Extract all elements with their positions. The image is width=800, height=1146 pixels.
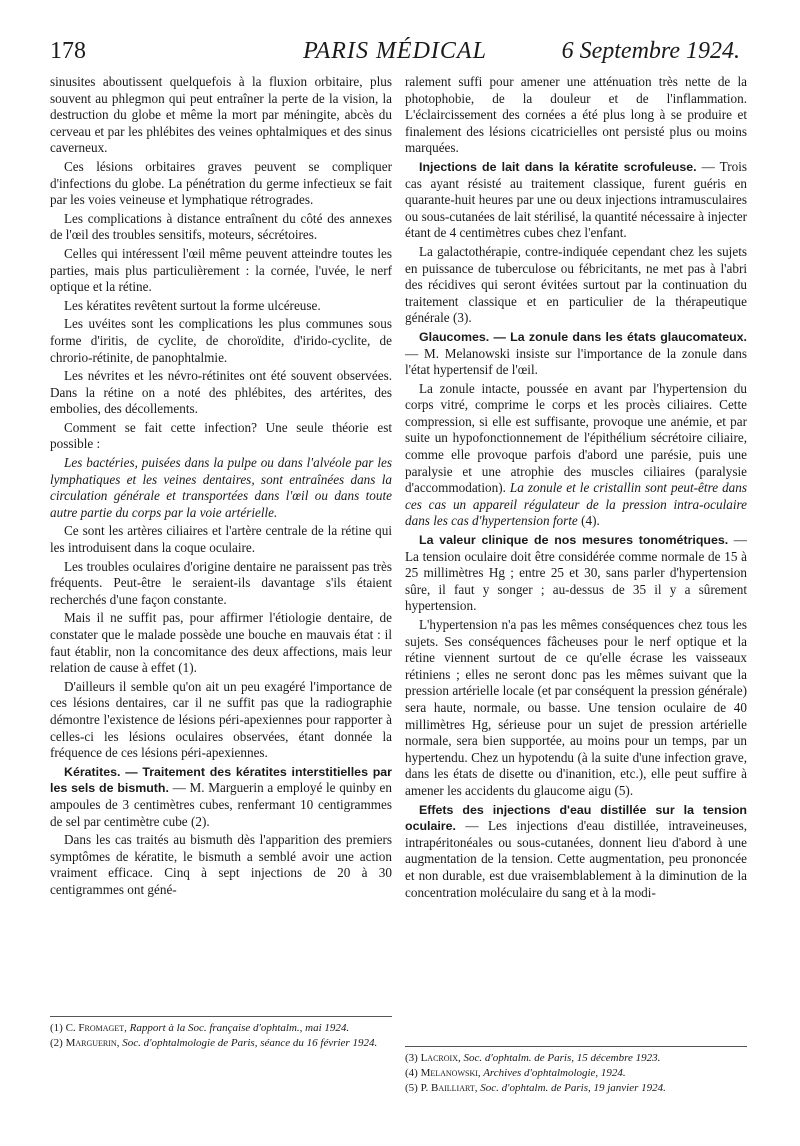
section-heading: Kératites. — Traitement des kératites interstitielles par les sels de bismuth. bbox=[50, 764, 392, 796]
section-body: — La tension oculaire doit être considérée comme normale de 15 à 25 millimètres Hg ; entre 25 et 30, sans parler d'hypertension sûre, il faut y songer ; au-dessus de 35 il y a sûrement hypertension. bbox=[405, 532, 747, 614]
section-paragraph bbox=[405, 159, 747, 242]
paragraph: Comment se fait cette infection? Une seule théorie est possible : bbox=[50, 419, 392, 452]
footnote bbox=[405, 1051, 747, 1066]
section-body: — M. Melanowski insiste sur l'importance de la zonule dans l'état hypertensif de l'œil. bbox=[405, 345, 747, 378]
paragraph: Les kératites revêtent surtout la forme ulcéreuse. bbox=[64, 297, 321, 313]
paragraph bbox=[405, 381, 747, 530]
paragraph: Dans les cas traités au bismuth dès l'apparition des premiers symptômes de kératite, le bismuth a semblé avoir une action vraiment efficace. Cinq à sept injections de 20 à 30 centigrammes ont géné- bbox=[50, 832, 392, 897]
footnote bbox=[405, 1066, 747, 1081]
footnote-text: Soc. d'ophtalm. de Paris, 15 décembre 1923. bbox=[460, 1052, 661, 1064]
footnote-author: Melanowski, bbox=[420, 1067, 481, 1079]
right-column bbox=[405, 74, 747, 999]
footnote-number: (2) bbox=[50, 1037, 63, 1049]
paragraph: Ces lésions orbitaires graves peuvent se compliquer d'infections du globe. La pénétration du germe infectieux se fait par les voies veineuse et lymphatique rétrogrades. bbox=[50, 158, 392, 208]
footnote-rule bbox=[50, 1016, 392, 1017]
footnote-author: C. Fromaget, bbox=[65, 1022, 127, 1034]
section-paragraph bbox=[50, 764, 392, 830]
paragraph-text: (4). bbox=[577, 513, 600, 529]
paragraph: Celles qui intéressent l'œil même peuvent atteindre toutes les parties, mais plus particulièrement : la cornée, l'uvée, le nerf optique et la rétine. bbox=[50, 245, 392, 295]
paragraph: Mais il ne suffit pas, pour affirmer l'étiologie dentaire, de constater que le malade possède une bouche en mauvais état : il faut établir, non la concomitance des deux affections, mais leur relation de cause à effet (1). bbox=[50, 610, 392, 676]
section-heading: La valeur clinique de nos mesures tonométriques. bbox=[419, 533, 729, 548]
footnote bbox=[50, 1021, 392, 1036]
section-body: — Trois cas ayant résisté au traitement classique, furent guéris en quarante-huit heures par une ou deux injections intramusculaires ou sous-cutanées de lait stérilisé, la quantité nécessaire à injecter étant de 4 centimètres cubes chez l'enfant. bbox=[405, 158, 747, 241]
section-heading: Injections de lait dans la kératite scrofuleuse. bbox=[419, 159, 697, 174]
footnote-number: (5) bbox=[405, 1082, 418, 1094]
section-body: — M. Marguerin a employé le quinby en ampoules de 3 centimètres cubes, renfermant 10 centigrammes de sel par centimètre cube (2). bbox=[50, 780, 392, 829]
journal-title: PARIS MÉDICAL bbox=[303, 38, 487, 64]
footnote-author: Marguerin, bbox=[65, 1037, 120, 1049]
footnote-number: (3) bbox=[405, 1052, 418, 1064]
footnote bbox=[50, 1036, 392, 1051]
left-column bbox=[50, 74, 392, 999]
section-paragraph bbox=[405, 802, 747, 902]
section-paragraph bbox=[405, 329, 747, 379]
paragraph: D'ailleurs il semble qu'on ait un peu exagéré l'importance de ces lésions dentaires, car il ne suffit pas que la radiographie démontre l'existence de lésions péri-apexiennes pour rapporter à celles-ci les lésions oculaires observées, étant donnée la fréquence de ces lésions péri-apexiennes. bbox=[50, 678, 392, 761]
footnote bbox=[405, 1081, 747, 1096]
italic-paragraph: Les bactéries, puisées dans la pulpe ou dans l'alvéole par les lymphatiques et les veines dentaires, sont entraînées dans la circulation générale et transportées dans l'œil ou dans toute autre partie du corps par la voie artérielle. bbox=[50, 455, 392, 520]
section-heading: Glaucomes. — La zonule dans les états glaucomateux. bbox=[419, 329, 747, 344]
page-number: 178 bbox=[50, 38, 86, 64]
footnote-text: Rapport à la Soc. française d'ophtalm., mai 1924. bbox=[126, 1022, 350, 1034]
footnote-author: Lacroix, bbox=[420, 1052, 461, 1064]
paragraph: sinusites aboutissent quelquefois à la fluxion orbitaire, plus souvent au phlegmon qui peut entraîner la perte de la vision, la destruction du globe et même la mort par méningite, abcès du cerveau et par les phlébites des veines ophtalmiques et des sinus caverneux. bbox=[50, 74, 392, 156]
section-paragraph bbox=[405, 532, 747, 615]
page-header bbox=[50, 36, 740, 76]
issue-date: 6 Septembre 1924. bbox=[561, 38, 740, 64]
footnote-text: Soc. d'ophtalmologie de Paris, séance du 16 février 1924. bbox=[119, 1037, 378, 1049]
paragraph: L'hypertension n'a pas les mêmes conséquences chez tous les sujets. Ses conséquences fâcheuses pour le nerf optique et la rétine viennent surtout de ce qu'elle écrase les vaisseaux rétiniens ; elles ne seront donc pas les mêmes suivant que la pression artérielle locale (et par conséquent la pression générale) sera haute, normale, ou basse. Une tension oculaire de 40 millimètres Hg, sérieuse pour un sujet de pression artérielle normale, sera bien supportée, au moins pour un temps, par un hypertendu. Chez un hypotendu (à la suite d'une infection grave, dans les états de disette ou d'inanition, etc.), elle peut suffire à amener les accidents du glaucome aigu (5). bbox=[405, 617, 747, 798]
footnotes-left bbox=[50, 1016, 392, 1051]
footnote-rule bbox=[405, 1046, 747, 1047]
paragraph: ralement suffi pour amener une atténuation très nette de la photophobie, de la douleur et de l'inflammation. L'éclaircissement des cornées a été plus long à se produire et finalement des lésions cicatricielles ont persisté plus ou moins marquées. bbox=[405, 74, 747, 156]
footnote-number: (1) bbox=[50, 1022, 63, 1034]
paragraph: Les névrites et les névro-rétinites ont été souvent observées. Dans la rétine on a noté des phlébites, des artérites, des embolies, des décollements. bbox=[50, 368, 392, 417]
italic-text: La zonule et le cristallin sont peut-être dans ces cas un appareil régulateur de la pression intra-oculaire dans les cas d'hypertension forte bbox=[405, 480, 747, 529]
paragraph: Ce sont les artères ciliaires et l'artère centrale de la rétine qui les introduisent dans la coque oculaire. bbox=[50, 523, 392, 556]
paragraph: Les troubles oculaires d'origine dentaire ne paraissent pas très fréquents. Peut-être le seraient-ils davantage s'ils étaient recherchés d'une façon constante. bbox=[50, 558, 392, 607]
footnote-author: P. Bailliart, bbox=[420, 1082, 478, 1094]
paragraph-text: La zonule intacte, poussée en avant par l'hypertension du corps vitré, comprime le corps et les procès ciliaires. Cette compression, si elle est suffisante, provoque une anémie, et par suite un hypofonctionnement de l'épithélium sécrétoire ciliaire, comme elle provoque parfois d'abord une parésie, puis une paralysie et une atrophie des muscles ciliaires (paralysie d'accommodation). bbox=[405, 380, 747, 496]
paragraph: La galactothérapie, contre-indiquée cependant chez les sujets en puissance de tuberculose ou fébricitants, ne met pas à l'abri des récidives qui seront évitées surtout par la continuation du traitement classique et en particulier de la thérapeutique générale (3). bbox=[405, 243, 747, 326]
section-body: — Les injections d'eau distillée, intraveineuses, intrapéritonéales ou sous-cutanées, donnent lieu d'abord à une augmentation de la tension. Cette augmentation, peu prononcée et non durable, est due vraisemblablement à la diminution de la concentration moléculaire du sang et à la modi- bbox=[405, 818, 747, 900]
section-heading: Effets des injections d'eau distillée sur la tension oculaire. bbox=[405, 802, 747, 834]
footnote-number: (4) bbox=[405, 1067, 418, 1079]
paragraph: Les uvéites sont les complications les plus communes sous forme d'iritis, de cyclite, de choroïdite, d'irido-cyclite, de chrorio-rétinite, de panophtalmie. bbox=[50, 316, 392, 365]
paragraph: Les complications à distance entraînent du côté des annexes de l'œil des troubles sensitifs, moteurs, sécrétoires. bbox=[50, 210, 392, 243]
footnote-text: Archives d'ophtalmologie, 1924. bbox=[480, 1067, 626, 1079]
footnotes-right bbox=[405, 1046, 747, 1096]
footnote-text: Soc. d'ophtalm. de Paris, 19 janvier 1924. bbox=[477, 1082, 666, 1094]
